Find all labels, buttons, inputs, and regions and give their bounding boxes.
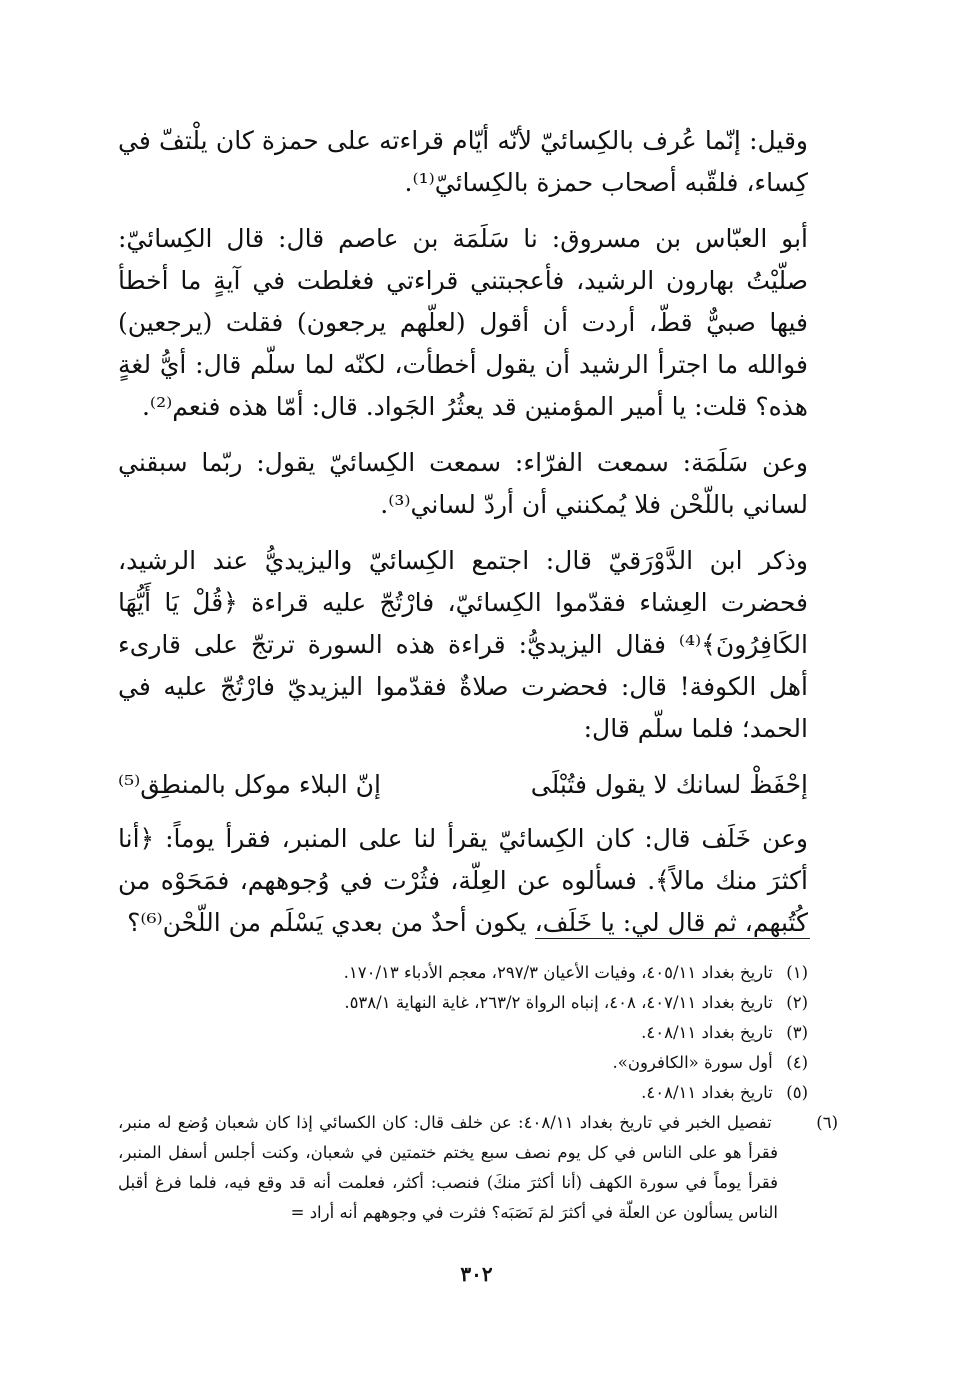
footnote-number: (٤) xyxy=(786,1053,808,1072)
footnote-text: تاريخ بغداد ٤٠٨/١١. xyxy=(641,1083,773,1102)
footnote-text: تاريخ بغداد ٤٠٨/١١. xyxy=(641,1023,773,1042)
footnote-number: (١) xyxy=(786,963,808,982)
footnote-text: تاريخ بغداد ٤٠٧/١١، ٤٠٨، إنباه الرواة ٢٦٣/٢، غاية النهاية ٥٣٨/١. xyxy=(344,993,773,1012)
footnote-5 xyxy=(118,1078,808,1108)
footnote-number: (٥) xyxy=(786,1083,808,1102)
poetry-verse xyxy=(118,764,808,806)
footnote-6 xyxy=(118,1108,838,1228)
paragraph-3: وعن سَلَمَة: سمعت الفرّاء: سمعت الكِسائيّ يقول: ربّما سبقني لساني باللّحْن فلا يُمكنني أن أردّ لساني⁽³⁾. xyxy=(118,448,808,519)
footnote-1 xyxy=(118,958,808,988)
footnote-number: (٢) xyxy=(786,993,808,1012)
paragraph-2: أبو العبّاس بن مسروق: نا سَلَمَة بن عاصم قال: قال الكِسائيّ: صلّيْتُ بهارون الرشيد، فأعجبتني قراءتي فغلطت في آيةٍ ما أخطأ فيها صبيٌّ قطّ، أردت أن أقول (لعلّهم يرجعون) فقلت (يرجعين) فوالله ما اجترأ الرشيد أن يقول أخطأت، لكنّه لما سلّم قال: أيُّ لغةٍ هذه؟ قلت: يا أمير المؤمنين قد يعثُرُ الجَواد. قال: أمّا هذه فنعم⁽²⁾. xyxy=(118,224,808,421)
footnote-3 xyxy=(118,1018,808,1048)
verse-hemistich-right: إحْفَظْ لسانك لا يقول فتُبْلَى xyxy=(530,770,808,799)
paragraph-1: وقيل: إنّما عُرف بالكِسائيّ لأنّه أيّام قراءته على حمزة كان يلْتفّ في كِساء، فلقّبه أصحاب حمزة بالكِسائيّ⁽¹⁾. xyxy=(118,126,808,197)
paragraph-5: وعن خَلَف قال: كان الكِسائيّ يقرأ لنا على المنبر، فقرأ يوماً: ﴿أنا أكثرَ منك مالاً﴾. فسألوه عن العِلّة، فثُرْت في وُجوههم، فمَحَوْه من كُتُبهم، ثم قال لي: يا خَلَف، يكون أحدٌ من بعدي يَسْلَم من اللّحْن⁽⁶⁾؟ xyxy=(118,824,808,937)
footnote-2 xyxy=(118,988,808,1018)
footnote-text: أول سورة «الكافرون». xyxy=(612,1053,773,1072)
verse-hemistich-left: إنّ البلاء موكل بالمنطِق⁽⁵⁾ xyxy=(118,770,381,799)
paragraph-4: وذكر ابن الدَّوْرَقيّ قال: اجتمع الكِسائيّ واليزيديُّ عند الرشيد، فحضرت العِشاء فقدّموا الكِسائيّ، فارْتُجّ عليه قراءة ﴿قُلْ يَا أَيُّهَا الكَافِرُونَ﴾⁽⁴⁾ فقال اليزيديُّ: قراءة هذه السورة ترتجّ على قارىء أهل الكوفة! قال: فحضرت صلاةٌ فقدّموا اليزيديّ فارْتُجّ عليه في الحمد؛ فلما سلّم قال: xyxy=(118,546,808,743)
footnotes xyxy=(118,958,838,1228)
footnote-text: تاريخ بغداد ٤٠٥/١١، وفيات الأعيان ٢٩٧/٣، معجم الأدباء ١٧٠/١٣. xyxy=(343,963,773,982)
footnote-4 xyxy=(118,1048,808,1078)
main-text xyxy=(118,120,808,958)
page-number: ٣٠٢ xyxy=(460,1262,493,1286)
footnote-number: (٣) xyxy=(786,1023,808,1042)
footnote-text: تفصيل الخبر في تاريخ بغداد ٤٠٨/١١: عن خلف قال: كان الكسائي إذا كان شعبان وُضع له منبر، فقرأ هو على الناس في كل يوم نصف سبع يختم ختمتين في شعبان، وكنت أجلس أسفل المنبر، فقرأ يوماً في سورة الكهف (أنا أكثرَ منكَ) فنصب: أكثر، فعلمت أنه قد وقع فيه، فلما فرغ أقبل الناس يسألون عن العلّة في أكثرَ لمَ نَصَبَه؟ فثرت في وجوههم أنه أراد = xyxy=(118,1113,778,1222)
footnote-separator xyxy=(535,938,810,939)
footnote-number: (٦) xyxy=(816,1113,838,1132)
